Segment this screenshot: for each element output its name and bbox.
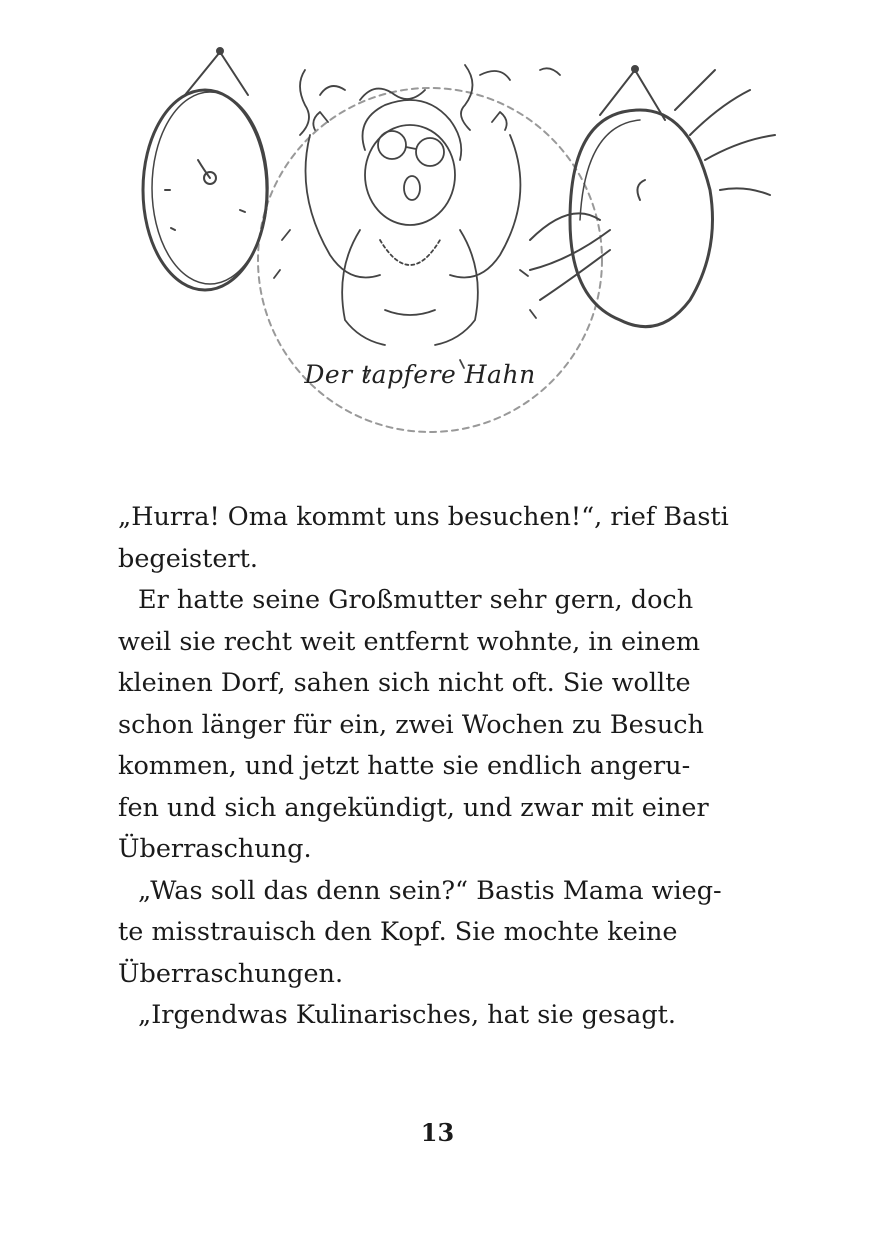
text-line: begeistert.: [118, 543, 258, 574]
right-cymbal-icon: [530, 66, 775, 327]
chapter-title: Der tapfere Hahn: [304, 360, 536, 389]
text-line: „Irgendwas Kulinarisches, hat sie gesagt.: [138, 1000, 677, 1030]
text-line: te misstrauisch den Kopf. Sie mochte keine: [118, 917, 678, 947]
text-line: kleinen Dorf, sahen sich nicht oft. Sie wollte: [118, 668, 691, 698]
text-line: „Was soll das denn sein?“ Bastis Mama wieg-: [138, 875, 722, 906]
text-line: Überraschungen.: [118, 958, 344, 989]
page-number: 13: [420, 1118, 455, 1147]
text-line: „Hurra! Oma kommt uns besuchen!“, rief Basti: [118, 502, 729, 532]
text-line: kommen, und jetzt hatte sie endlich angeru-: [118, 751, 691, 781]
text-line: fen und sich angekündigt, und zwar mit einer: [118, 792, 709, 823]
text-line: Er hatte seine Großmutter sehr gern, doch: [138, 585, 694, 615]
body-text: [118, 497, 729, 1037]
text-line: Überraschung.: [118, 834, 312, 864]
text-line: schon länger für ein, zwei Wochen zu Besuch: [118, 709, 704, 740]
left-cymbal-icon: [143, 48, 268, 290]
text-line: weil sie recht weit entfernt wohnte, in einem: [118, 626, 700, 657]
